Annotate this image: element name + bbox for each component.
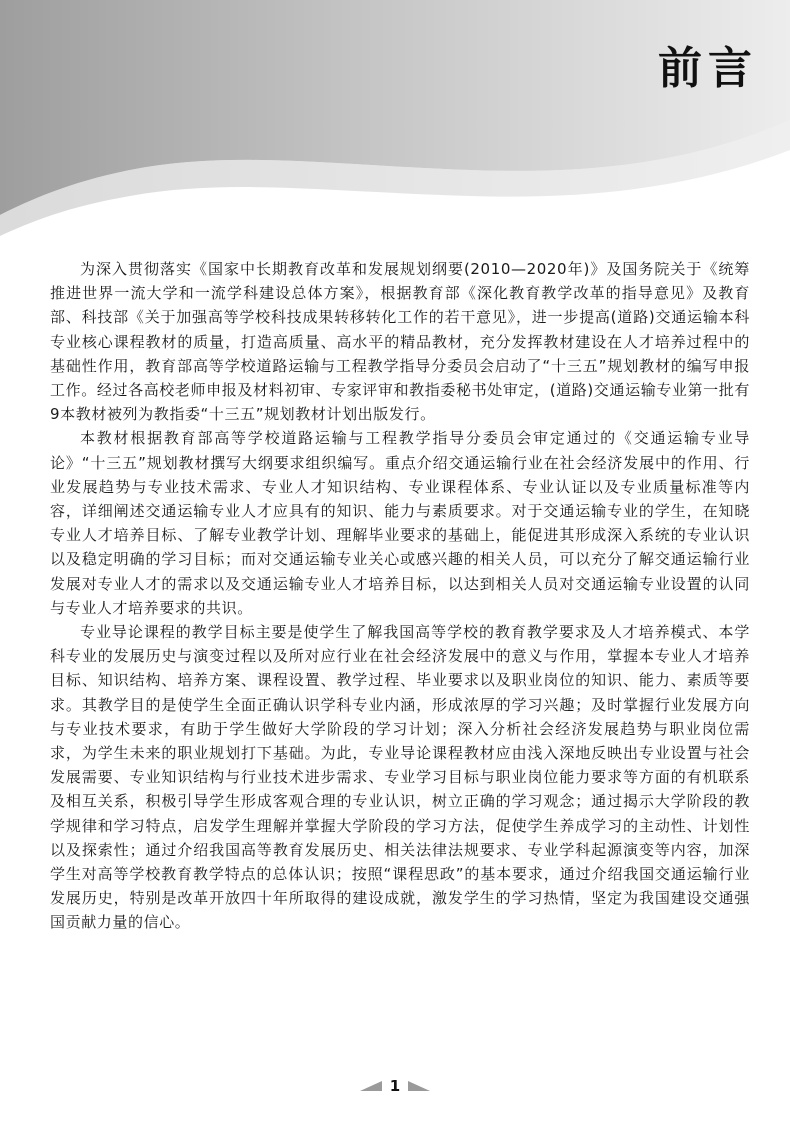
paragraph-3: 专业导论课程的教学目标主要是使学生了解我国高等学校的教育教学要求及人才培养模式、本学科专业的发展历史与演变过程以及所对应行业在社会经济发展中的意义与作用，掌握本专业人才培养目标、知识结构、培养方案、课程设置、教学过程、毕业要求以及职业岗位的知识、能力、素质等要求。其教学目的是使学生全面正确认识学科专业内涵，形成浓厚的学习兴趣；及时掌握行业发展方向与专业技术要求，有助于学生做好大学阶段的学习计划；深入分析社会经济发展趋势与职业岗位需求，为学生未来的职业规划打下基础。为此，专业导论课程教材应由浅入深地反映出专业设置与社会发展需要、专业知识结构与行业技术进步需求、专业学习目标与职业岗位能力要求等方面的有机联系及相互关系，积极引导学生形成客观合理的专业认识，树立正确的学习观念；通过揭示大学阶段的教学规律和学习特点，启发学生理解并掌握大学阶段的学习方法，促使学生养成学习的主动性、计划性以及探索性；通过介绍我国高等教育发展历史、相关法律法规要求、专业学科起源演变等内容，加深学生对高等学校教育教学特点的总体认识；按照“课程思政”的基本要求，通过介绍我国交通运输行业发展历史，特别是改革开放四十年所取得的建设成就，激发学生的学习热情，坚定为我国建设交通强国贡献力量的信心。 bbox=[50, 623, 750, 932]
left-triangle-icon bbox=[360, 1081, 382, 1091]
page-title: 前言 bbox=[658, 43, 758, 94]
page-number: 1 bbox=[389, 1077, 401, 1095]
paragraph-1: 为深入贯彻落实《国家中长期教育改革和发展规划纲要(2010—2020年)》及国务院关于《统筹推进世界一流大学和一流学科建设总体方案》，根据教育部《深化教育教学改革的指导意见》及教育部、科技部《关于加强高等学校科技成果转移转化工作的若干意见》，进一步提高(道路)交通运输本科专业核心课程教材的质量，打造高质量、高水平的精品教材，充分发挥教材建设在人才培养过程中的基础性作用，教育部高等学校道路运输与工程教学指导分委员会启动了“十三五”规划教材的编写申报工作。经过各高校老师申报及材料初审、专家评审和教指委秘书处审定，(道路)交通运输专业第一批有9本教材被列为教指委“十三五”规划教材计划出版发行。 bbox=[50, 260, 750, 424]
paragraph-2: 本教材根据教育部高等学校道路运输与工程教学指导分委员会审定通过的《交通运输专业导论》“十三五”规划教材撰写大纲要求组织编写。重点介绍交通运输行业在社会经济发展中的作用、行业发展趋势与专业技术需求、专业人才知识结构、专业课程体系、专业认证以及专业质量标准等内容，详细阐述交通运输专业人才应具有的知识、能力与素质要求。对于交通运输专业的学生，在知晓专业人才培养目标、了解专业教学计划、理解毕业要求的基础上，能促进其形成深入系统的专业认识以及稳定明确的学习目标；而对交通运输专业关心或感兴趣的相关人员，可以充分了解交通运输行业发展对专业人才的需求以及交通运输专业人才培养目标，以达到相关人员对交通运输专业设置的认同与专业人才培养要求的共识。 bbox=[50, 429, 750, 617]
page-footer bbox=[0, 1077, 790, 1095]
right-triangle-icon bbox=[408, 1081, 430, 1091]
preface-body bbox=[50, 257, 750, 935]
